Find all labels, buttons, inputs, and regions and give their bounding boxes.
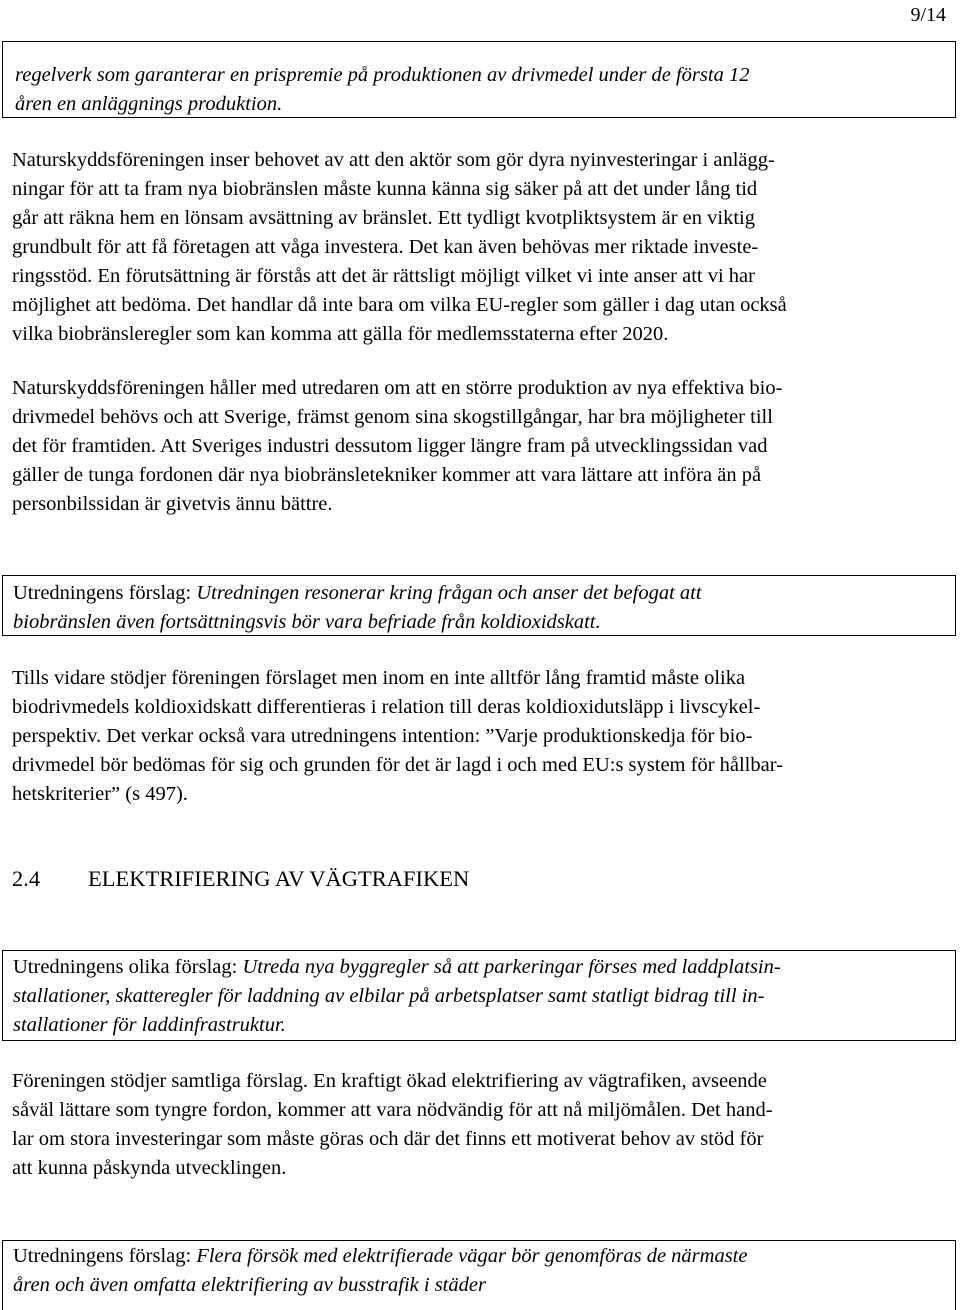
text-line: personbilssidan är givetvis ännu bättre.	[12, 493, 333, 515]
text-line: möjlighet att bedöma. Det handlar då inte bara om vilka EU-regler som gäller i dag utan också	[12, 294, 787, 316]
text-line: Naturskyddsföreningen inser behovet av att den aktör som gör dyra nyinvesteringar i anlägg-	[12, 149, 775, 171]
text-line: åren en anläggnings produktion.	[15, 93, 283, 115]
text-line: Naturskyddsföreningen håller med utredaren om att en större produktion av nya effektiva bio-	[12, 377, 783, 399]
proposal-content: stallationer för laddinfrastruktur.	[13, 1014, 286, 1036]
proposal-content: Utredningen resonerar kring frågan och anser det befogat att	[196, 582, 702, 604]
quoted-proposal-text	[15, 61, 941, 119]
paragraph-electrification	[12, 1067, 947, 1183]
section-number: 2.4	[12, 866, 41, 891]
text-line: går att räkna hem en lönsam avsättning av bränslet. Ett tydligt kvotpliktsystem är en viktig	[12, 207, 755, 229]
section-title: ELEKTRIFIERING AV VÄGTRAFIKEN	[88, 866, 470, 891]
page-number: 9/14	[910, 4, 946, 26]
text-line: grundbult för att få företagen att våga investera. Det kan även behövas mer riktade investe-	[12, 236, 759, 258]
text-line	[13, 1242, 941, 1271]
text-line: såväl lättare som tyngre fordon, kommer att vara nödvändig för att nå miljömålen. Det hand-	[12, 1099, 773, 1121]
text-line	[13, 579, 941, 608]
proposal-content: åren och även omfatta elektrifiering av busstrafik i städer	[13, 1274, 486, 1296]
proposal-box-electric-roads	[2, 1240, 956, 1310]
paragraph-investment	[12, 146, 947, 349]
text-line: drivmedel behövs och att Sverige, främst genom sina skogstillgångar, har bra möjligheter till	[12, 406, 773, 428]
text-line: lar om stora investeringar som måste göras och där det finns ett motiverat behov av stöd för	[12, 1128, 764, 1150]
section-heading	[12, 864, 469, 893]
text-line: Föreningen stödjer samtliga förslag. En kraftigt ökad elektrifiering av vägtrafiken, avseende	[12, 1070, 767, 1092]
paragraph-differentiation	[12, 664, 947, 809]
text-line	[13, 953, 941, 982]
proposal-text	[13, 953, 941, 1040]
quoted-proposal-box-continued	[2, 41, 956, 118]
text-line: regelverk som garanterar en prispremie på produktionen av drivmedel under de första 12	[15, 64, 750, 86]
text-line: hetskriterier” (s 497).	[12, 783, 188, 805]
proposal-text	[13, 1242, 941, 1300]
text-line: biodrivmedels koldioxidskatt differentieras i relation till deras koldioxidutsläpp i livscykel-	[12, 696, 761, 718]
text-line: ningar för att ta fram nya biobränslen måste kunna känna sig säker på att det under lång tid	[12, 178, 758, 200]
proposal-label: Utredningens olika förslag:	[13, 956, 243, 978]
text-line: perspektiv. Det verkar också vara utredningens intention: ”Varje produktionskedja för bio-	[12, 725, 753, 747]
proposal-content: Flera försök med elektrifierade vägar bör genomföras de närmaste	[196, 1245, 748, 1267]
proposal-label: Utredningens förslag:	[13, 1245, 197, 1267]
proposal-box-carbon-tax	[2, 575, 956, 636]
text-line: att kunna påskynda utvecklingen.	[12, 1157, 287, 1179]
paragraph-production	[12, 374, 947, 519]
proposal-content: Utreda nya byggregler så att parkeringar förses med laddplatsin-	[242, 956, 781, 978]
proposal-content: stallationer, skatteregler för laddning av elbilar på arbetsplatser samt statligt bidrag till in-	[13, 985, 765, 1007]
proposal-text	[13, 579, 941, 637]
proposal-box-charging	[2, 950, 956, 1041]
text-line: det för framtiden. Att Sveriges industri dessutom ligger längre fram på utvecklingssidan vad	[12, 435, 768, 457]
text-line: gäller de tunga fordonen där nya biobränsletekniker kommer att vara lättare att införa än på	[12, 464, 762, 486]
text-line: drivmedel bör bedömas för sig och grunden för det är lagd i och med EU:s system för hållbar-	[12, 754, 783, 776]
text-line: ringsstöd. En förutsättning är förstås att det är rättsligt möjligt vilket vi inte anser att vi har	[12, 265, 755, 287]
text-line: Tills vidare stödjer föreningen förslaget men inom en inte alltför lång framtid måste olika	[12, 667, 746, 689]
proposal-content: biobränslen även fortsättningsvis bör vara befriade från koldioxidskatt.	[13, 611, 601, 633]
text-line: vilka biobränsleregler som kan komma att gälla för medlemsstaterna efter 2020.	[12, 323, 669, 345]
proposal-label: Utredningens förslag:	[13, 582, 197, 604]
